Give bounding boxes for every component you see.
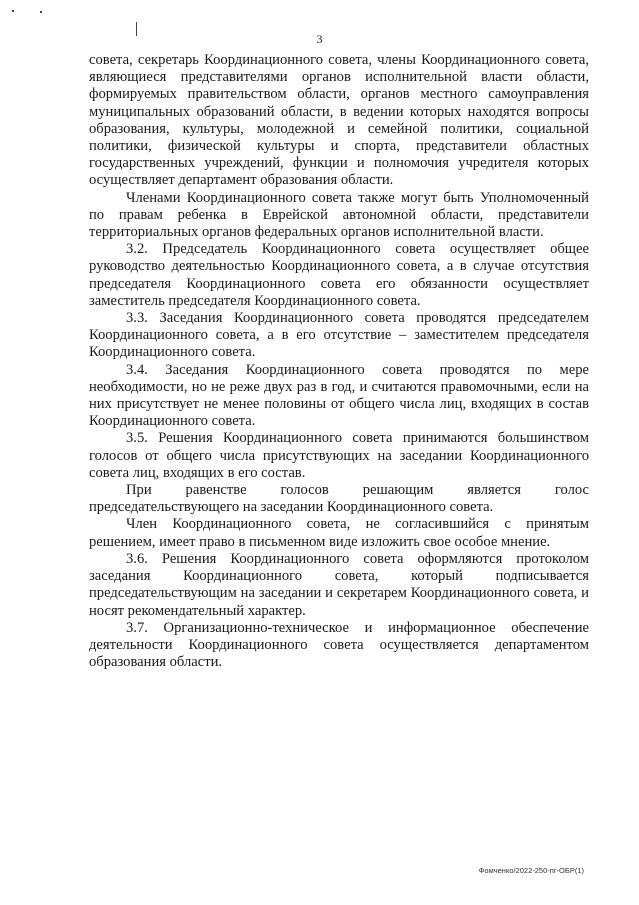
paragraph: 3.5. Решения Координационного совета принимаются большинством голосов от общего числа присутствующих на заседании Координационного совета лиц, входящих в его состав. bbox=[89, 430, 589, 481]
document-reference-code: Фомченко/2022-250-пг-ОБР(1) bbox=[478, 866, 584, 875]
document-body bbox=[89, 52, 589, 671]
paragraph: 3.4. Заседания Координационного совета проводятся по мере необходимости, но не реже двух раз в год, и считаются правомочными, если на них присутствует не менее половины от общего числа лиц, входящих в состав Координационного совета. bbox=[89, 361, 589, 430]
scan-speck bbox=[40, 11, 42, 13]
paragraph: Член Координационного совета, не согласившийся с принятым решением, имеет право в письменном виде изложить свое особое мнение. bbox=[89, 516, 589, 550]
paragraph: совета, секретарь Координационного совета, члены Координационного совета, являющиеся представителями органов исполнительной власти области, формируемых правительством области, органов местного самоуправления муниципальных образований области, в ведении которых находятся вопросы образования, культуры, молодежной и семейной политики, социальной политики, физической культуры и спорта, представители областных государственных учреждений, функции и полномочия учредителя которых осуществляет департамент образования области. bbox=[89, 52, 589, 189]
paragraph: 3.7. Организационно-техническое и информационное обеспечение деятельности Координационного совета осуществляется департаментом образования области. bbox=[89, 619, 589, 671]
page-number: 3 bbox=[316, 32, 323, 46]
scan-speck bbox=[12, 10, 14, 12]
paragraph: При равенстве голосов решающим является голос председательствующего на заседании Координационного совета. bbox=[89, 482, 589, 516]
paragraph: Членами Координационного совета также могут быть Уполномоченный по правам ребенка в Еврейской автономной области, представители территориальных органов федеральных органов исполнительной власти. bbox=[89, 189, 589, 241]
paragraph: 3.3. Заседания Координационного совета проводятся председателем Координационного совета, а в его отсутствие – заместителем председателя Координационного совета. bbox=[89, 310, 589, 361]
paragraph: 3.2. Председатель Координационного совета осуществляет общее руководство деятельностью Координационного совета, а в случае отсутствия председателя Координационного совета его обязанности осуществляет заместитель председателя Координационного совета. bbox=[89, 241, 589, 309]
paragraph: 3.6. Решения Координационного совета оформляются протоколом заседания Координационного совета, который подписывается председательствующим на заседании и секретарем Координационного совета, и носят рекомендательный характер. bbox=[89, 550, 589, 619]
